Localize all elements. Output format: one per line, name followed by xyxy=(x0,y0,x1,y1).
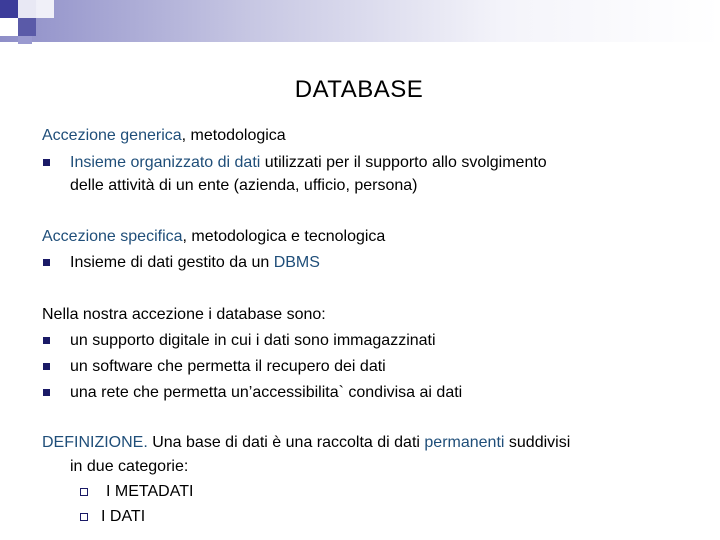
bullet-item: Insieme di dati gestito da un DBMS xyxy=(70,254,320,271)
header-gradient-band xyxy=(0,0,720,42)
decorative-square xyxy=(18,0,36,18)
bullet-item-continuation: delle attività di un ente (azienda, ufficio, persona) xyxy=(70,177,418,194)
decorative-square xyxy=(36,0,54,18)
bullet-item: un supporto digitale in cui i dati sono immagazzinati xyxy=(70,332,436,349)
bullet-square-icon xyxy=(43,337,50,344)
bullet-square-icon xyxy=(43,259,50,266)
section-heading-specific: Accezione specifica, metodologica e tecnologica xyxy=(42,228,386,245)
bullet-square-icon xyxy=(43,389,50,396)
bullet-item: un software che permetta il recupero dei dati xyxy=(70,358,386,375)
decorative-square xyxy=(0,0,18,18)
decorative-square xyxy=(18,18,36,36)
slide-title: DATABASE xyxy=(294,76,424,103)
definition-paragraph: DEFINIZIONE. Una base di dati è una raccolta di dati permanenti suddivisi xyxy=(42,434,571,451)
definition-continuation: in due categorie: xyxy=(70,458,189,475)
bullet-item: una rete che permetta un’accessibilita` condivisa ai dati xyxy=(70,384,463,401)
section-heading-our-meaning: Nella nostra accezione i database sono: xyxy=(42,306,326,323)
decorative-square xyxy=(18,36,32,44)
definition-item-metadata: I METADATI xyxy=(106,483,194,500)
bullet-square-icon xyxy=(43,159,50,166)
hollow-square-bullet-icon xyxy=(80,488,88,496)
bullet-square-icon xyxy=(43,363,50,370)
definition-item-data: I DATI xyxy=(101,508,146,525)
section-heading-generic: Accezione generica, metodologica xyxy=(42,127,286,144)
bullet-item: Insieme organizzato di dati utilizzati per il supporto allo svolgimento xyxy=(70,154,547,171)
hollow-square-bullet-icon xyxy=(80,513,88,521)
decorative-square xyxy=(0,18,18,36)
